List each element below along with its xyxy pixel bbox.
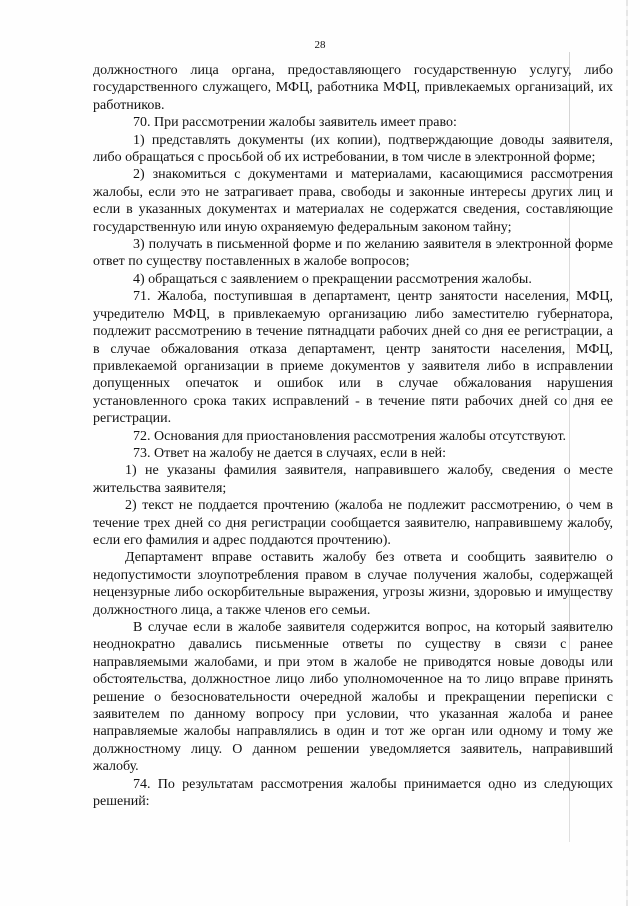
paragraph-70-item-2: 2) знакомиться с документами и материалами, касающимися рассмотрения жалобы, если это не затрагивает права, свободы и законные интересы других лиц и если в указанных документах и материалах не содержатся сведения, составляющие государственную или иную охраняемую федеральным законом тайну; — [93, 167, 613, 235]
scan-edge-artifact — [626, 0, 628, 906]
paragraph-department-right: Департамент вправе оставить жалобу без ответа и сообщить заявителю о недопустимости злоупотребления правом в случае получения жалобы, содержащей нецензурные либо оскорбительные выражения, угрозы жизни, здоровью и имуществу должностного лица, а также членов его семьи. — [93, 550, 613, 618]
paragraph-71: 71. Жалоба, поступившая в департамент, центр занятости населения, МФЦ, учредителю МФЦ, в привлекаемую организацию либо заместителю губернатора, подлежит рассмотрению в течение пятнадцати рабочих дней со дня ее регистрации, а в случае обжалования отказа департамент, центр занятости населения, МФЦ, привлекаемой организации в приеме документов у заявителя либо в исправлении допущенных опечаток и ошибок или в случае обжалования нарушения установленного срока таких исправлений - в течение пяти рабочих дней со дня ее регистрации. — [93, 289, 613, 427]
paragraph-73: 73. Ответ на жалобу не дается в случаях, если в ней: — [133, 445, 447, 461]
paragraph-repeated-question: В случае если в жалобе заявителя содержится вопрос, на который заявителю неоднократно давались письменные ответы по существу в связи с ранее направляемыми жалобами, и при этом в жалобе не приводятся новые доводы или обстоятельства, должностное лицо либо уполномоченное на то лицо вправе принять решение о безосновательности очередной жалобы и прекращении переписки с заявителем по данному вопросу при условии, что указанная жалоба и ранее направляемые жалобы направлялись в один и тот же орган или одному и тому же должностному лицу. О данном решении уведомляется заявитель, направивший жалобу. — [93, 620, 613, 775]
paragraph-70-item-4: 4) обращаться с заявлением о прекращении рассмотрения жалобы. — [133, 271, 532, 287]
paragraph-70-item-3: 3) получать в письменной форме и по желанию заявителя в электронной форме ответ по существу поставленных в жалобе вопросов; — [93, 237, 613, 270]
paragraph-72: 72. Основания для приостановления рассмотрения жалобы отсутствуют. — [133, 428, 567, 444]
paragraph-74: 74. По результатам рассмотрения жалобы принимается одно из следующих решений: — [93, 776, 613, 810]
document-body — [93, 62, 613, 810]
paragraph-continuation: должностного лица органа, предоставляющего государственную услугу, либо государственного служащего, МФЦ, работника МФЦ, привлекаемых организаций, их работников. — [93, 63, 613, 113]
page-number: 28 — [314, 39, 326, 51]
paragraph-70-item-1: 1) представлять документы (их копии), подтверждающие доводы заявителя, либо обращаться с просьбой об их истребовании, в том числе в электронной форме; — [93, 132, 613, 166]
paragraph-73-item-1: 1) не указаны фамилия заявителя, направившего жалобу, сведения о месте жительства заявителя; — [93, 463, 613, 496]
paragraph-73-item-2: 2) текст не поддается прочтению (жалоба не подлежит рассмотрению, о чем в течение трех дней со дня регистрации сообщается заявителю, направившему жалобу, если его фамилия и адрес поддаются прочтению). — [93, 498, 613, 548]
paragraph-70: 70. При рассмотрении жалобы заявитель имеет право: — [133, 115, 457, 131]
